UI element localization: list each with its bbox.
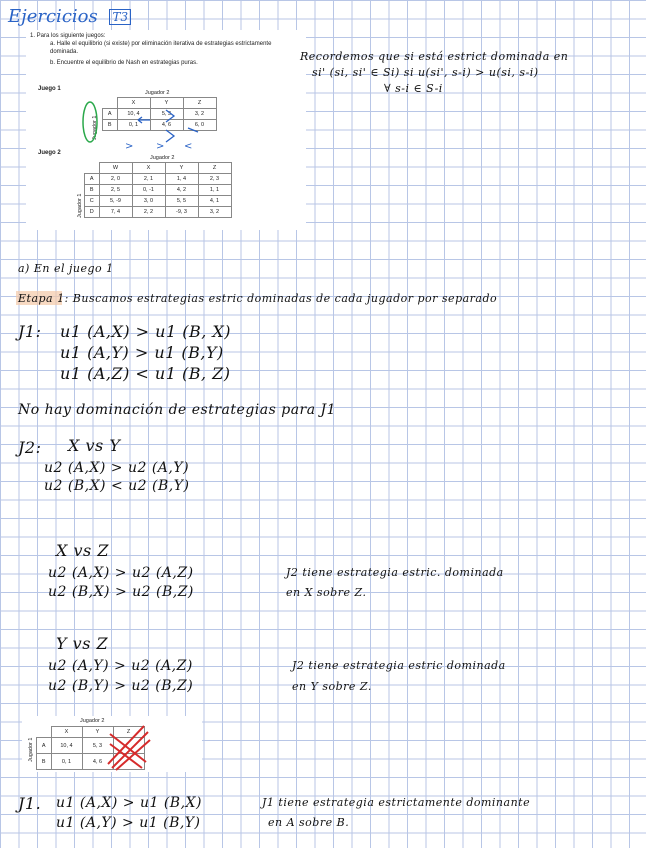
page-title [8,6,131,27]
no-domination-note: No hay dominación de estrategias para J1 [18,402,337,418]
j1-final-label: J1. [18,794,42,813]
table-cell: 7, 4 [99,207,132,218]
table-cell: 1, 4 [165,174,198,185]
row-header: A [37,738,52,754]
table-cell: 4, 6 [150,120,183,131]
y-vs-z-note: J2 tiene estrategia estric dominada [292,659,506,672]
table-row [85,207,232,218]
col-header: Z [183,98,216,109]
row-header: B [85,185,100,196]
arrow-mark [166,110,174,122]
definition-line-2: si' (si, si' ∈ Si) si u(si', s-i) > u(si, s-i) [312,66,539,79]
table-cell: 10, 4 [117,109,150,120]
game2-table [84,162,232,218]
table-cell: 4, 2 [165,185,198,196]
j1-line: u1 (A,X) > u1 (B, X) [60,322,232,341]
table-cell: 5, 3 [82,738,113,754]
reduced-player1: Jugador 1 [28,737,34,762]
row-header: C [85,196,100,207]
table-row [85,185,232,196]
corner-cell [37,727,52,738]
j1-final-line: u1 (A,Y) > u1 (B,Y) [56,815,201,831]
col-header: X [132,163,165,174]
table-cell: 6, 0 [183,120,216,131]
table-cell: 2, 3 [198,174,231,185]
x-vs-y-line: u2 (B,X) < u2 (B,Y) [44,478,190,494]
col-header: Z [198,163,231,174]
col-header: Z [113,727,144,738]
table-cell: 0, 1 [51,754,82,770]
j1-final-line: u1 (A,X) > u1 (B,X) [56,795,202,811]
game2-label: Juego 2 [38,150,61,156]
game2-player2: Jugador 2 [150,155,175,161]
col-header: Y [150,98,183,109]
row-header: A [103,109,118,120]
x-vs-z-line: u2 (A,X) > u2 (A,Z) [48,565,194,581]
x-vs-y-line: u2 (A,X) > u2 (A,Y) [44,460,190,476]
definition-line-1: Recordemos que si está estrict dominada en [300,50,569,63]
table-cell: 5, -9 [99,196,132,207]
table-cell: 2, 1 [132,174,165,185]
y-vs-z-line: u2 (A,Y) > u2 (A,Z) [48,658,193,674]
y-vs-z-line: u2 (B,Y) > u2 (B,Z) [48,678,194,694]
game1-label: Juego 1 [38,86,61,92]
j1-label: J1: [18,322,42,341]
part-a-heading: a) En el juego 1 [18,262,114,275]
game1-annotations [80,100,220,152]
title-text: Ejercicios [8,6,98,27]
game1-ann-x: > [125,141,134,152]
game1-player2: Jugador 2 [145,90,170,96]
row-header: D [85,207,100,218]
table-row [85,196,232,207]
table-cell: 10, 4 [51,738,82,754]
table-cell: 1, 1 [198,185,231,196]
table-cell: 0, -1 [132,185,165,196]
table-cell: 2, 0 [99,174,132,185]
col-header: X [117,98,150,109]
row-header: A [85,174,100,185]
etapa-heading: Etapa 1: Buscamos estrategias estric dominadas de cada jugador por separado [18,292,498,305]
table-cell: 3, 2 [198,207,231,218]
col-header: Y [165,163,198,174]
col-header: W [99,163,132,174]
table-cell: 3, 0 [132,196,165,207]
row-header: B [103,120,118,131]
j2-label: J2: [18,438,42,457]
table-header-row [85,163,232,174]
definition-line-3: ∀ s-i ∈ S-i [384,82,443,95]
arrow-mark [138,117,150,123]
table-cell: 5, 3 [150,109,183,120]
j1-final-note: en A sobre B. [268,816,350,829]
table-cell: 2, 2 [132,207,165,218]
y-vs-z-heading: Y vs Z [56,634,109,653]
game1-ann-y: > [156,141,165,152]
table-row [85,174,232,185]
game1-ann-z: < [184,141,193,152]
table-cell: -9, 3 [165,207,198,218]
j1-final-note: J1 tiene estrategia estrictamente dominante [262,796,531,809]
player1-circle [83,102,97,142]
exercise-statement [30,32,300,67]
table-cell: 2, 5 [99,185,132,196]
j1-line: u1 (A,Z) < u1 (B, Z) [60,364,231,383]
col-header: X [51,727,82,738]
table-cell: 0, 1 [117,120,150,131]
col-header: Y [82,727,113,738]
x-vs-z-heading: X vs Z [56,541,109,560]
table-cell: 5, 5 [165,196,198,207]
game1-player1: Jugador 1 [92,115,98,140]
x-vs-z-line: u2 (B,X) > u2 (B,Z) [48,584,194,600]
reduced-player2: Jugador 2 [80,718,105,724]
exercise-item-b: b. Encuentre el equilibrio de Nash en estrategias puras. [50,60,198,67]
title-badge: T3 [109,9,131,25]
y-vs-z-note: en Y sobre Z. [292,680,372,693]
j1-line: u1 (A,Y) > u1 (B,Y) [60,343,224,362]
x-vs-z-note: en X sobre Z. [286,586,367,599]
row-header: B [37,754,52,770]
table-cell: 3, 2 [183,109,216,120]
column-z-crossed-out [104,720,154,772]
table-cell: 4, 1 [198,196,231,207]
exercise-item-a: a. Halle el equilibrio (si existe) por eliminación iterativa de estrategias estrictamente dominada. [50,41,272,56]
exercise-intro: 1. Para los siguiente juegos: [30,33,106,39]
game2-player1: Jugador 1 [77,193,83,218]
arrow-mark [166,130,174,142]
x-vs-y-heading: X vs Y [68,436,121,455]
x-vs-z-note: J2 tiene estrategia estric. dominada [286,566,504,579]
corner-cell [85,163,100,174]
table-cell: 4, 6 [82,754,113,770]
arrow-mark [188,128,198,132]
